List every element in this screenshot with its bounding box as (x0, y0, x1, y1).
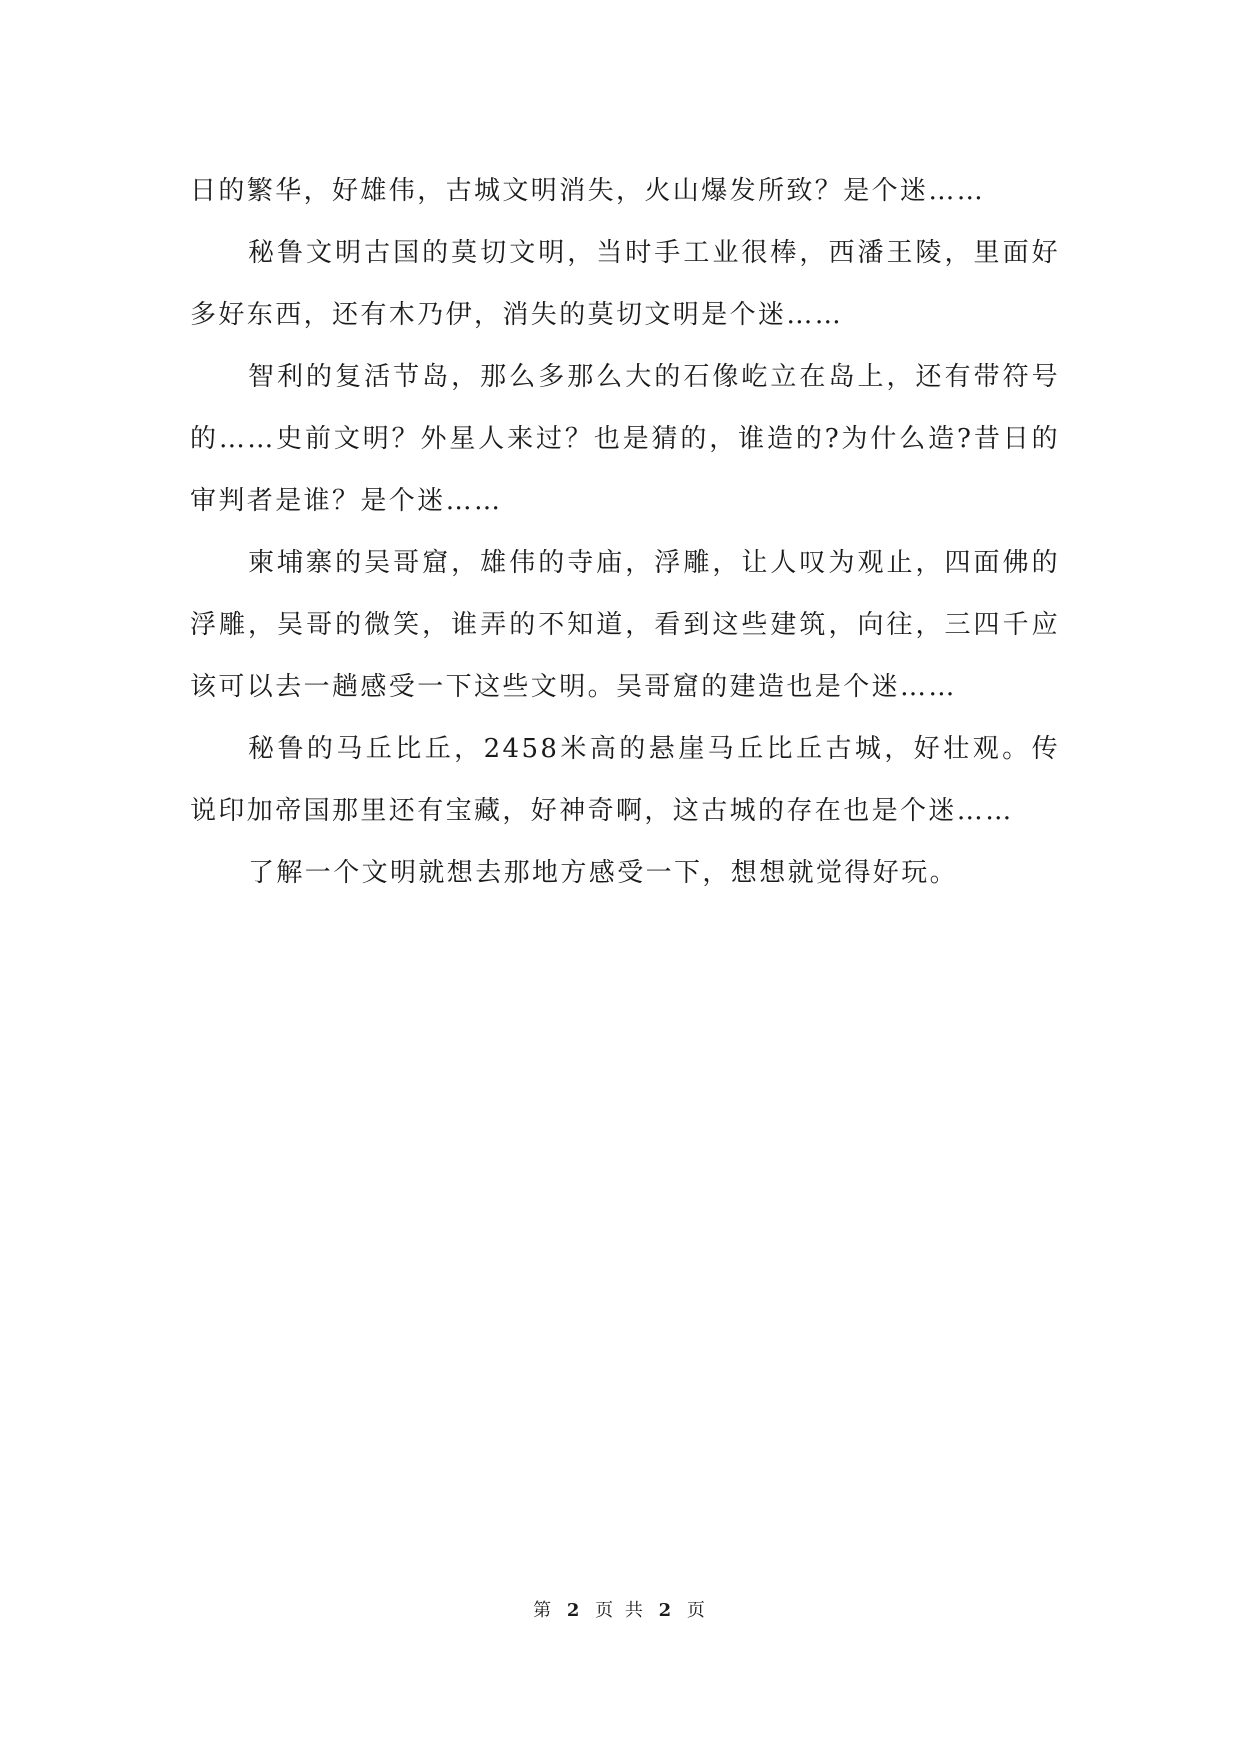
paragraph-5: 秘鲁的马丘比丘，2458米高的悬崖马丘比丘古城，好壮观。传说印加帝国那里还有宝藏，好神奇啊，这古城的存在也是个迷…… (190, 734, 1060, 826)
paragraph-1: 日的繁华，好雄伟，古城文明消失，火山爆发所致？是个迷…… (190, 176, 986, 206)
paragraph-4: 柬埔寨的吴哥窟，雄伟的寺庙，浮雕，让人叹为观止，四面佛的浮雕，吴哥的微笑，谁弄的不知道，看到这些建筑，向往，三四千应该可以去一趟感受一下这些文明。吴哥窟的建造也是个迷…… (190, 548, 1060, 702)
footer-middle: 页 共 (595, 1600, 646, 1621)
paragraph-2: 秘鲁文明古国的莫切文明，当时手工业很棒，西潘王陵，里面好多好东西，还有木乃伊，消失的莫切文明是个迷…… (190, 238, 1060, 330)
footer-suffix: 页 (686, 1600, 708, 1621)
paragraph-6: 了解一个文明就想去那地方感受一下，想想就觉得好玩。 (248, 858, 959, 888)
paragraph-3: 智利的复活节岛，那么多那么大的石像屹立在岛上，还有带符号的……史前文明？外星人来过？也是猜的，谁造的?为什么造?昔日的审判者是谁？是个迷…… (190, 362, 1060, 516)
total-pages-number: 2 (658, 1600, 675, 1621)
page-footer (0, 1596, 1241, 1622)
footer-prefix: 第 (533, 1600, 555, 1621)
current-page-number: 2 (566, 1600, 583, 1621)
document-body (190, 160, 1060, 904)
